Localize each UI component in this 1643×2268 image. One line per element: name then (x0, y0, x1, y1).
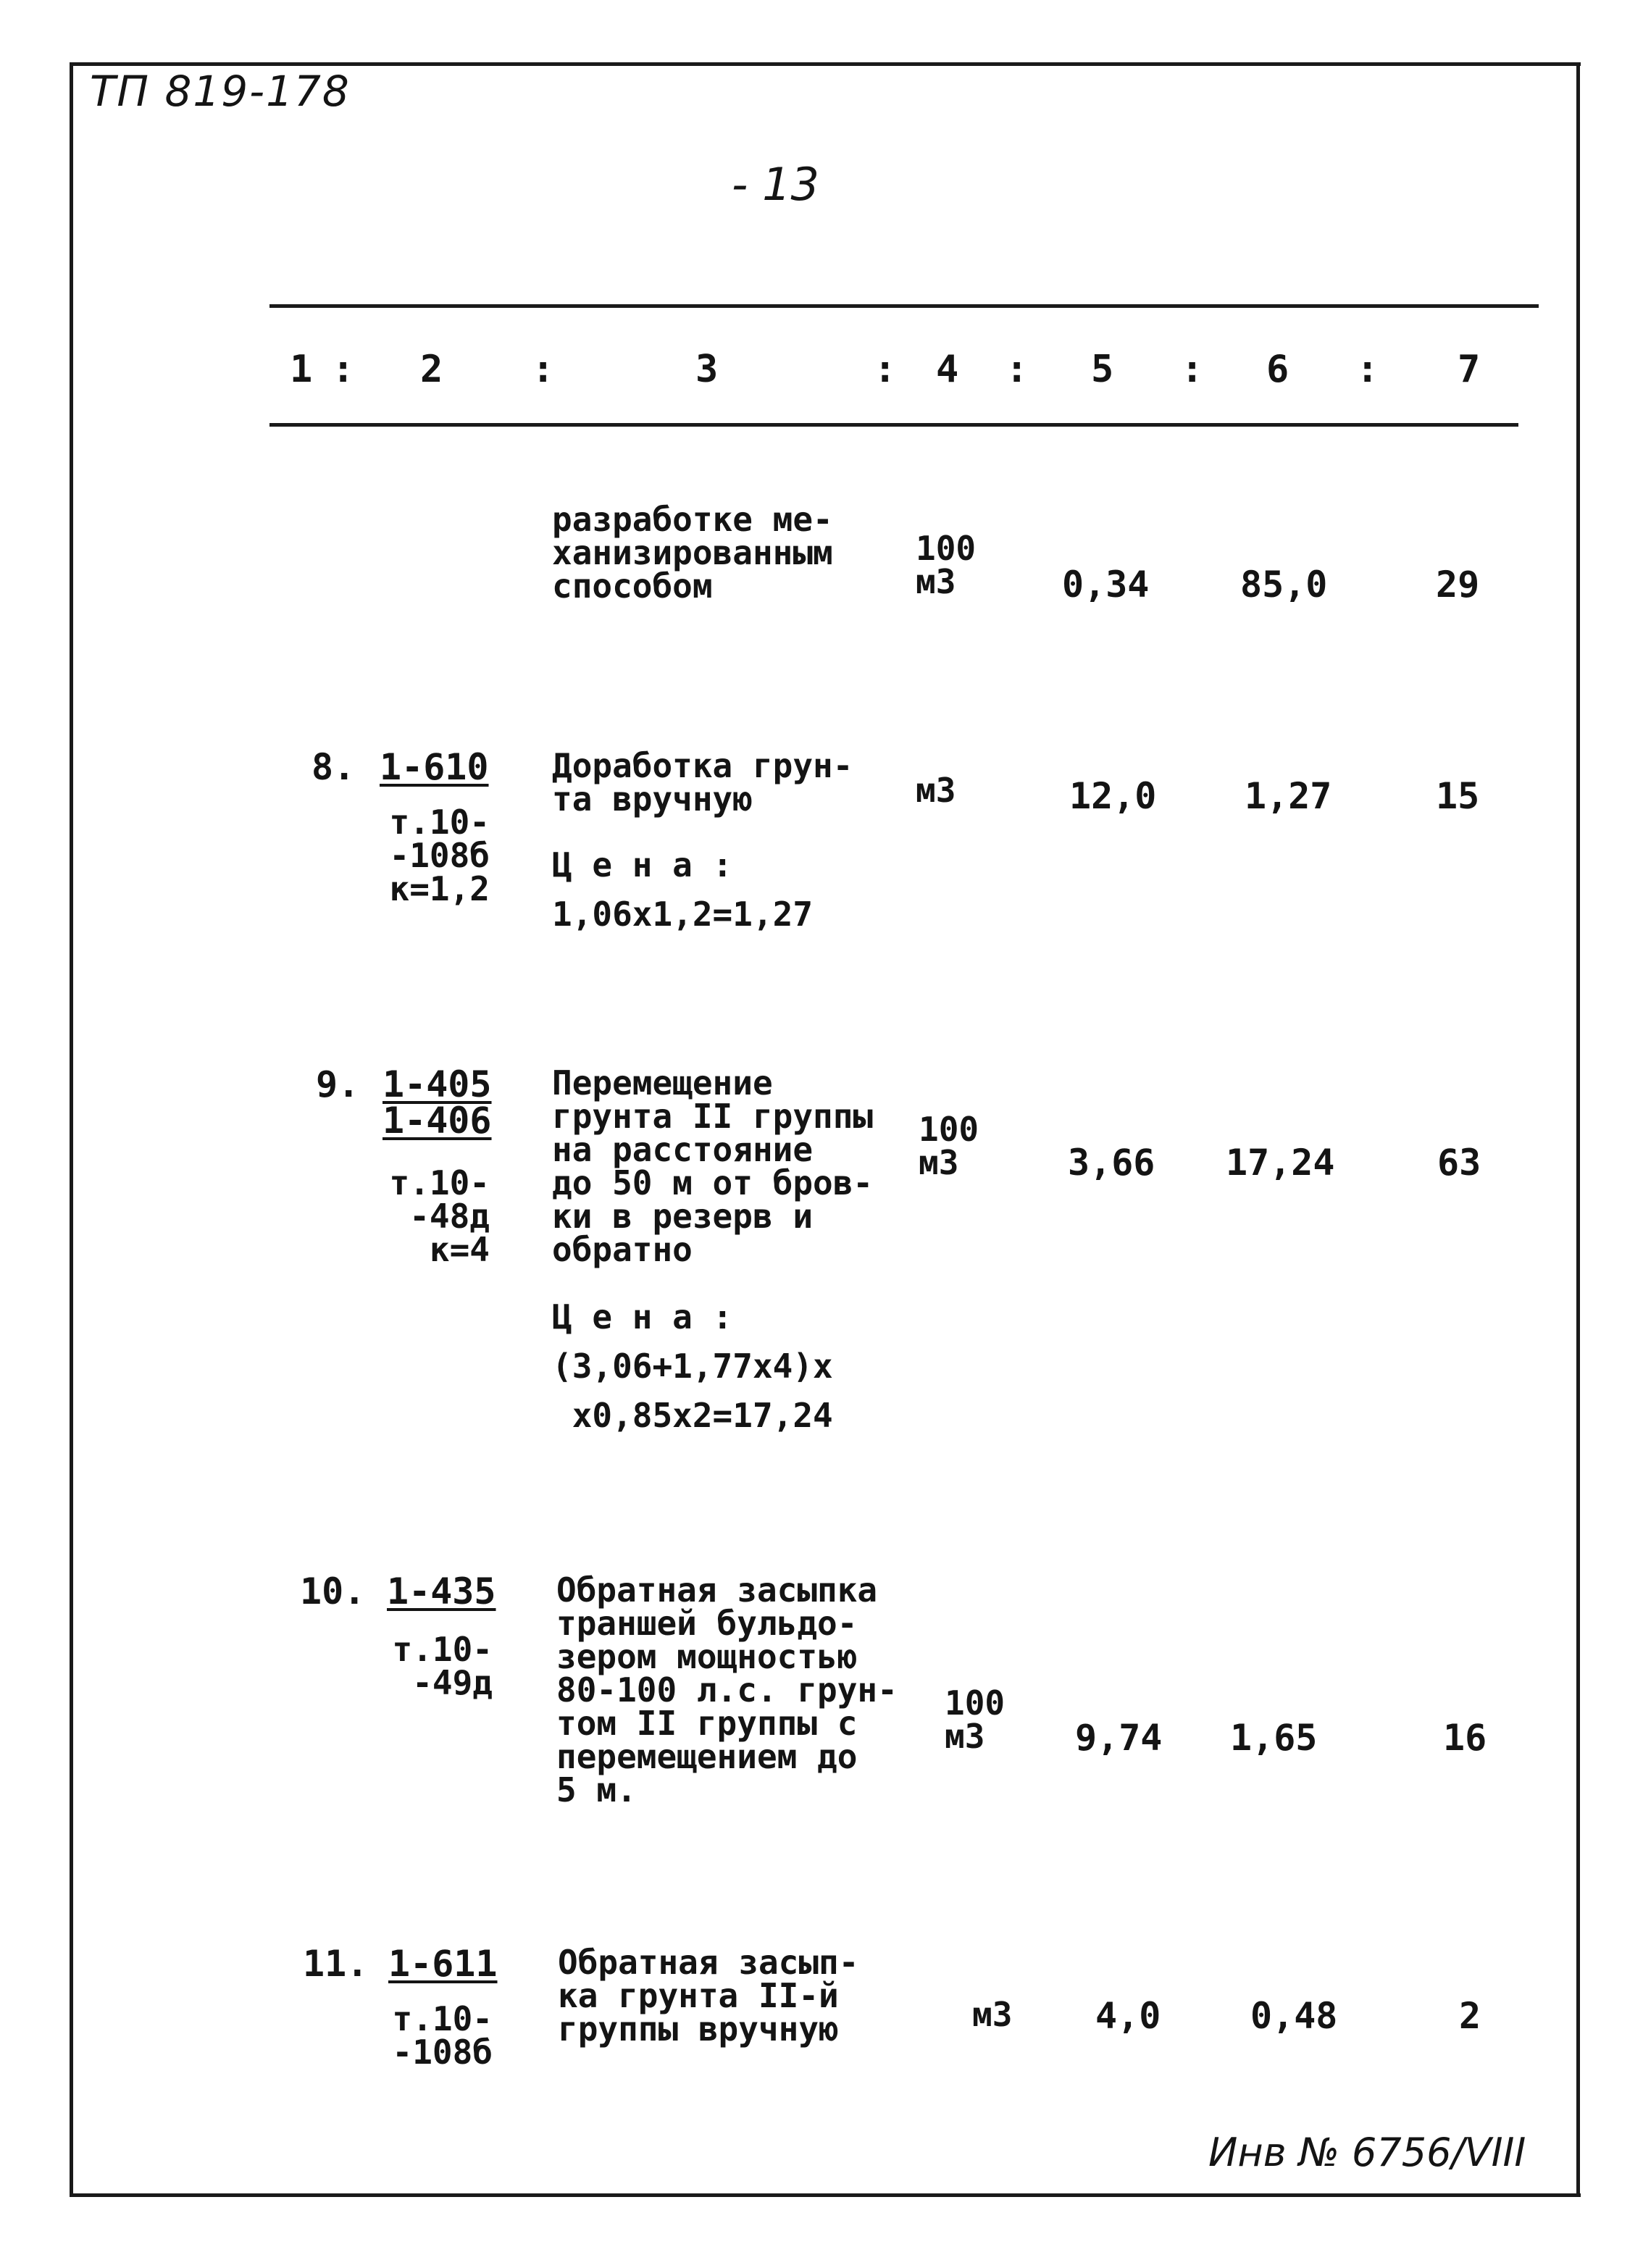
col-head-4: 4 (936, 348, 959, 391)
row-price: 1,65 (1230, 1717, 1318, 1759)
row-number: 11. (303, 1943, 369, 1985)
row-total: 63 (1437, 1142, 1481, 1184)
header-bottom-rule (269, 423, 1518, 427)
col-head-2: 2 (420, 348, 443, 391)
frame-top-border (70, 62, 1581, 66)
col-head-3: 3 (695, 348, 719, 391)
row-price: 85,0 (1240, 564, 1328, 606)
row-description: Перемещение грунта II группы на расстояние до 50 м от бров- ки в резерв и обратно (552, 1063, 874, 1269)
row-number: 9. (316, 1063, 360, 1105)
col-sep: : (1181, 348, 1204, 391)
row-description: Доработка грун- та вручную (552, 746, 853, 819)
table-top-rule (269, 304, 1539, 308)
frame-left-border (70, 62, 73, 2196)
row-description: Обратная засыпка траншей бульдо- зером мощностью 80-100 л.с. грун- том II группы с перемещением до 5 м. (556, 1570, 898, 1809)
col-sep: : (1006, 348, 1029, 391)
row-description: Обратная засып- ка грунта II-й группы вручную (558, 1943, 859, 2049)
row-quantity: 0,34 (1062, 564, 1150, 606)
column-header-row (269, 348, 1530, 406)
row-unit: 100 м3 (945, 1683, 1006, 1756)
row-ref-main: 1-435 (387, 1570, 496, 1612)
row-ref-main: 1-611 (388, 1943, 498, 1985)
row-quantity: 4,0 (1095, 1995, 1161, 2037)
row-ref-main: 1-405 1-406 (382, 1063, 492, 1142)
row-quantity: 9,74 (1075, 1717, 1163, 1759)
row-unit: м3 (972, 1995, 1013, 2034)
row-price: 0,48 (1250, 1995, 1338, 2037)
row-ref-main: 1-610 (380, 746, 489, 788)
col-sep: : (1356, 348, 1379, 391)
row-unit: 100 м3 (919, 1110, 979, 1182)
col-sep: : (532, 348, 555, 391)
col-sep: : (332, 348, 355, 391)
row-total: 2 (1459, 1995, 1481, 2037)
col-sep: : (874, 348, 897, 391)
row-price: 1,27 (1245, 775, 1332, 817)
row-ref-sub: т.10- -48д к=4 (389, 1163, 490, 1269)
row-number: 8. (312, 746, 356, 788)
col-head-5: 5 (1091, 348, 1114, 391)
row-number: 10. (300, 1570, 366, 1612)
row-price-note: Ц е н а : 1,06х1,2=1,27 (552, 845, 814, 934)
row-total: 29 (1436, 564, 1480, 606)
row-total: 15 (1436, 775, 1480, 817)
row-ref-sub: т.10- -108б к=1,2 (389, 803, 490, 908)
row-price-note: Ц е н а : (3,06+1,77х4)х х0,85х2=17,24 (552, 1297, 833, 1435)
row-quantity: 12,0 (1069, 775, 1157, 817)
inventory-number: Инв № 6756/VIII (1208, 2130, 1526, 2175)
row-quantity: 3,66 (1068, 1142, 1155, 1184)
col-head-6: 6 (1266, 348, 1289, 391)
row-unit: 100 м3 (916, 529, 977, 601)
row-price: 17,24 (1226, 1142, 1335, 1184)
frame-bottom-border (70, 2193, 1581, 2197)
col-head-7: 7 (1458, 348, 1481, 391)
page-number: - 13 (732, 158, 819, 211)
row-ref-sub: т.10- -49д (392, 1630, 493, 1702)
col-head-1: 1 (290, 348, 313, 391)
row-unit: м3 (916, 771, 956, 810)
frame-right-border (1576, 62, 1580, 2196)
row-description: разработке ме- ханизированным способом (552, 500, 833, 606)
document-code: ТП 819-178 (90, 67, 351, 116)
row-ref-sub: т.10- -108б (392, 1999, 493, 2072)
row-total: 16 (1443, 1717, 1487, 1759)
